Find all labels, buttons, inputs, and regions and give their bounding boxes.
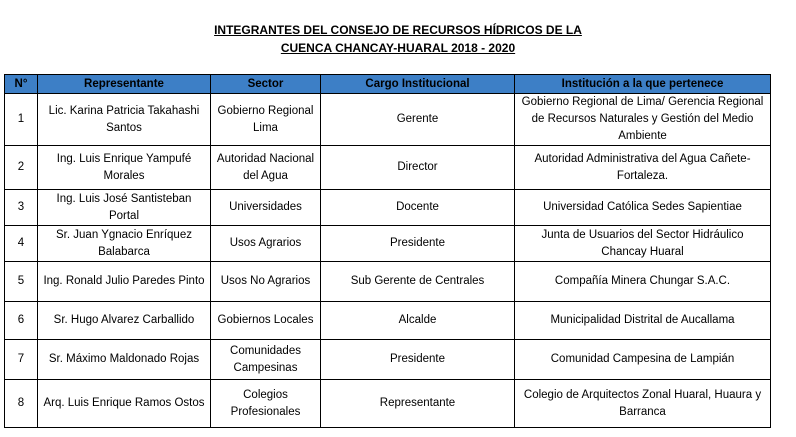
title-line-1: INTEGRANTES DEL CONSEJO DE RECURSOS HÍDRICOS DE LA [214, 23, 582, 37]
cell-institucion: Compañía Minera Chungar S.A.C. [515, 262, 771, 302]
cell-representante: Ing. Ronald Julio Paredes Pinto [38, 262, 211, 302]
header-cargo: Cargo Institucional [321, 75, 515, 94]
cell-cargo: Gerente [321, 94, 515, 146]
cell-cargo: Presidente [321, 226, 515, 262]
cell-number: 3 [5, 190, 38, 226]
cell-sector: Usos No Agrarios [211, 262, 321, 302]
header-number: N° [5, 75, 38, 94]
cell-sector: Usos Agrarios [211, 226, 321, 262]
header-representante: Representante [38, 75, 211, 94]
table-row [5, 302, 771, 340]
cell-number: 1 [5, 94, 38, 146]
cell-institucion: Municipalidad Distrital de Aucallama [515, 302, 771, 340]
cell-cargo: Sub Gerente de Centrales [321, 262, 515, 302]
table-row [5, 190, 771, 226]
cell-sector: Colegios Profesionales [211, 380, 321, 428]
cell-institucion: Junta de Usuarios del Sector Hidráulico Chancay Huaral [515, 226, 771, 262]
cell-cargo: Presidente [321, 340, 515, 380]
cell-number: 6 [5, 302, 38, 340]
header-institucion: Institución a la que pertenece [515, 75, 771, 94]
cell-number: 8 [5, 380, 38, 428]
table-row [5, 226, 771, 262]
cell-sector: Comunidades Campesinas [211, 340, 321, 380]
cell-institucion: Colegio de Arquitectos Zonal Huaral, Huaura y Barranca [515, 380, 771, 428]
table-row [5, 340, 771, 380]
table-header-row [5, 75, 771, 94]
cell-number: 5 [5, 262, 38, 302]
cell-representante: Sr. Juan Ygnacio Enríquez Balabarca [38, 226, 211, 262]
cell-number: 7 [5, 340, 38, 380]
cell-institucion: Universidad Católica Sedes Sapientiae [515, 190, 771, 226]
table-row [5, 380, 771, 428]
cell-representante: Sr. Hugo Alvarez Carballido [38, 302, 211, 340]
cell-number: 2 [5, 146, 38, 190]
cell-cargo: Representante [321, 380, 515, 428]
cell-cargo: Director [321, 146, 515, 190]
table-row [5, 94, 771, 146]
table-row [5, 262, 771, 302]
table-row [5, 146, 771, 190]
cell-representante: Arq. Luis Enrique Ramos Ostos [38, 380, 211, 428]
document-title [0, 21, 796, 57]
cell-representante: Sr. Máximo Maldonado Rojas [38, 340, 211, 380]
cell-representante: Ing. Luis José Santisteban Portal [38, 190, 211, 226]
cell-sector: Gobiernos Locales [211, 302, 321, 340]
title-line-2: CUENCA CHANCAY-HUARAL 2018 - 2020 [280, 41, 516, 55]
cell-sector: Autoridad Nacional del Agua [211, 146, 321, 190]
header-sector: Sector [211, 75, 321, 94]
cell-sector: Gobierno Regional Lima [211, 94, 321, 146]
cell-institucion: Comunidad Campesina de Lampián [515, 340, 771, 380]
cell-number: 4 [5, 226, 38, 262]
cell-representante: Ing. Luis Enrique Yampufé Morales [38, 146, 211, 190]
cell-sector: Universidades [211, 190, 321, 226]
cell-institucion: Gobierno Regional de Lima/ Gerencia Regional de Recursos Naturales y Gestión del Medio Ambiente [515, 94, 771, 146]
cell-institucion: Autoridad Administrativa del Agua Cañete-Fortaleza. [515, 146, 771, 190]
cell-representante: Lic. Karina Patricia Takahashi Santos [38, 94, 211, 146]
cell-cargo: Docente [321, 190, 515, 226]
council-members-table [4, 74, 771, 428]
cell-cargo: Alcalde [321, 302, 515, 340]
